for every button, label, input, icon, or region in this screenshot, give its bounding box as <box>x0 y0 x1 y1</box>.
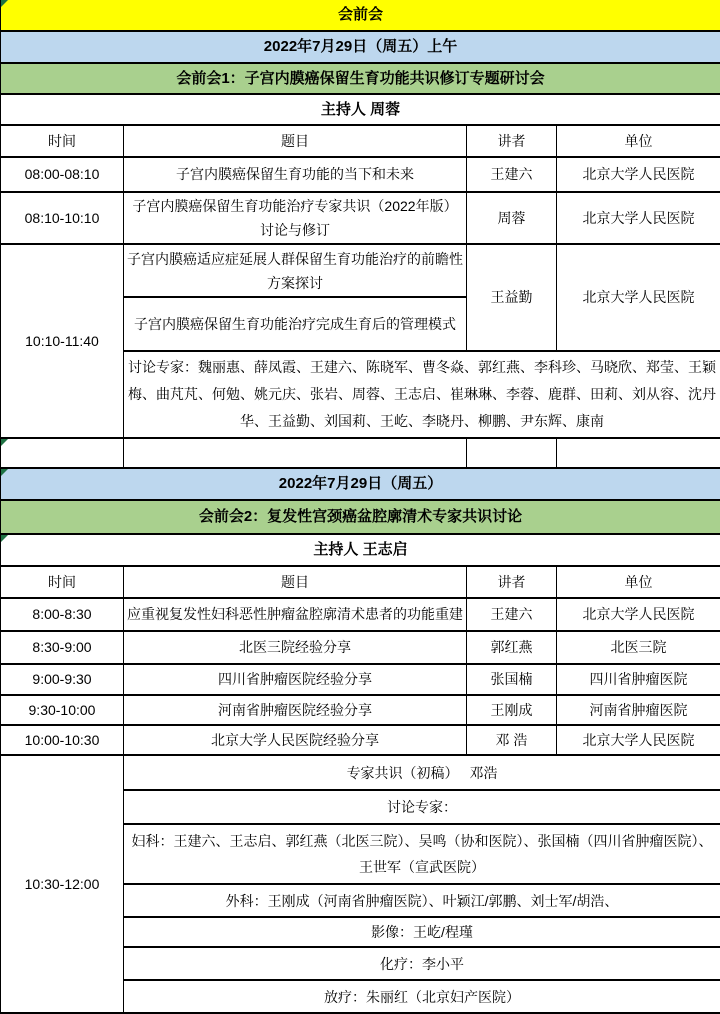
speaker-cell: 邓 浩 <box>467 725 557 755</box>
chemotherapy-experts-cell: 化疗：李小平 <box>124 947 720 980</box>
session2-header-row <box>1 566 720 598</box>
speaker-cell: 郭红燕 <box>467 631 557 664</box>
org-cell: 河南省肿瘤医院 <box>557 695 720 725</box>
date-text: 2022年7月29日（周五） <box>279 475 442 492</box>
table-row <box>1 631 720 664</box>
speaker-cell-merged: 王益勤 <box>467 244 557 351</box>
table-row <box>1 695 720 725</box>
topic-cell: 子宫内膜癌适应症延展人群保留生育功能治疗的前瞻性方案探讨 <box>124 244 467 297</box>
table-row <box>1 157 720 192</box>
org-cell: 北京大学人民医院 <box>557 725 720 755</box>
topic-cell: 子宫内膜癌保留生育功能的当下和未来 <box>124 157 467 192</box>
time-cell: 9:30-10:00 <box>1 695 124 725</box>
table-row <box>1 664 720 695</box>
cell-error-indicator-icon <box>1 0 8 7</box>
surgery-experts-cell: 外科：王刚成（河南省肿瘤医院）、叶颖江/郭鹏、刘士军/胡浩、 <box>124 884 720 917</box>
empty-cell <box>467 438 557 468</box>
empty-cell <box>557 438 720 468</box>
table-row <box>1 725 720 755</box>
org-cell: 北医三院 <box>557 631 720 664</box>
session1-title-row <box>1 63 720 94</box>
org-cell: 北京大学人民医院 <box>557 598 720 631</box>
discussion-experts-label-cell: 讨论专家： <box>124 790 720 824</box>
radiotherapy-experts-cell: 放疗：朱丽红（北京妇产医院） <box>124 980 720 1013</box>
col-header-org: 单位 <box>557 566 720 598</box>
consensus-draft-cell: 专家共识（初稿） 邓浩 <box>124 755 720 790</box>
banner-text: 会前会 <box>338 6 383 23</box>
time-cell: 08:00-08:10 <box>1 157 124 192</box>
topic-cell: 四川省肿瘤医院经验分享 <box>124 664 467 695</box>
speaker-cell: 张国楠 <box>467 664 557 695</box>
speaker-cell: 周蓉 <box>467 192 557 244</box>
topic-cell: 北医三院经验分享 <box>124 631 467 664</box>
moderator-cell <box>1 534 720 566</box>
discussion-experts-cell: 讨论专家：魏丽惠、薛凤霞、王建六、陈晓军、曹冬焱、郭红燕、李科珍、马晓欣、郑莹、王颖梅、曲芃芃、何勉、姚元庆、张岩、周蓉、王志启、崔琳琳、李蓉、鹿群、田莉、刘从容、沈丹华、王益勤、刘国莉、王屹、李晓丹、柳鹏、尹东辉、康南 <box>124 351 720 438</box>
col-header-speaker: 讲者 <box>467 566 557 598</box>
empty-row <box>1 438 720 468</box>
cell-error-indicator-icon <box>1 439 8 446</box>
session1-banner-row <box>1 0 720 31</box>
time-cell: 8:00-8:30 <box>1 598 124 631</box>
empty-cell <box>124 438 467 468</box>
moderator-text: 主持人 王志启 <box>313 541 407 558</box>
col-header-topic: 题目 <box>124 125 467 157</box>
cell-error-indicator-icon <box>1 535 8 542</box>
date-text: 2022年7月29日（周五）上午 <box>264 38 457 55</box>
topic-cell: 应重视复发性妇科恶性肿瘤盆腔廓清术患者的功能重建 <box>124 598 467 631</box>
org-cell: 四川省肿瘤医院 <box>557 664 720 695</box>
session1-header-row <box>1 125 720 157</box>
topic-cell: 子宫内膜癌保留生育功能治疗完成生育后的管理模式 <box>124 297 467 351</box>
col-header-time: 时间 <box>1 566 124 598</box>
session-title-cell <box>1 63 720 94</box>
table-row <box>1 598 720 631</box>
table-row <box>1 192 720 244</box>
table-row <box>1 244 720 297</box>
session1-date-row <box>1 31 720 63</box>
time-cell-merged: 10:10-11:40 <box>1 244 124 438</box>
date-cell <box>1 31 720 63</box>
org-cell: 北京大学人民医院 <box>557 192 720 244</box>
session2-moderator-row <box>1 534 720 566</box>
speaker-cell: 王建六 <box>467 598 557 631</box>
imaging-experts-cell: 影像：王屹/程瑾 <box>124 917 720 947</box>
col-header-topic: 题目 <box>124 566 467 598</box>
col-header-speaker: 讲者 <box>467 125 557 157</box>
session-title-text: 会前会1：子宫内膜癌保留生育功能共识修订专题研讨会 <box>176 70 544 87</box>
org-cell-merged: 北京大学人民医院 <box>557 244 720 351</box>
session-title-cell <box>1 500 720 534</box>
topic-cell: 河南省肿瘤医院经验分享 <box>124 695 467 725</box>
topic-cell: 北京大学人民医院经验分享 <box>124 725 467 755</box>
topic-cell: 子宫内膜癌保留生育功能治疗专家共识（2022年版）讨论与修订 <box>124 192 467 244</box>
time-cell: 08:10-10:10 <box>1 192 124 244</box>
col-header-org: 单位 <box>557 125 720 157</box>
session2-date-row <box>1 468 720 500</box>
date-cell <box>1 468 720 500</box>
cell-error-indicator-icon <box>1 469 8 476</box>
org-cell: 北京大学人民医院 <box>557 157 720 192</box>
session2-title-row <box>1 500 720 534</box>
moderator-cell <box>1 94 720 125</box>
session1-moderator-row <box>1 94 720 125</box>
moderator-text: 主持人 周蓉 <box>321 101 400 118</box>
speaker-cell: 王刚成 <box>467 695 557 725</box>
time-cell: 10:00-10:30 <box>1 725 124 755</box>
banner-cell <box>1 0 720 31</box>
session-title-text: 会前会2：复发性宫颈癌盆腔廓清术专家共识讨论 <box>199 508 522 525</box>
gynecology-experts-cell: 妇科：王建六、王志启、郭红燕（北医三院）、吴鸣（协和医院）、张国楠（四川省肿瘤医院）、王世军（宣武医院） <box>124 824 720 884</box>
table-row <box>1 755 720 790</box>
time-cell: 8:30-9:00 <box>1 631 124 664</box>
time-cell-merged: 10:30-12:00 <box>1 755 124 1013</box>
empty-cell <box>1 438 124 468</box>
speaker-cell: 王建六 <box>467 157 557 192</box>
col-header-time: 时间 <box>1 125 124 157</box>
time-cell: 9:00-9:30 <box>1 664 124 695</box>
